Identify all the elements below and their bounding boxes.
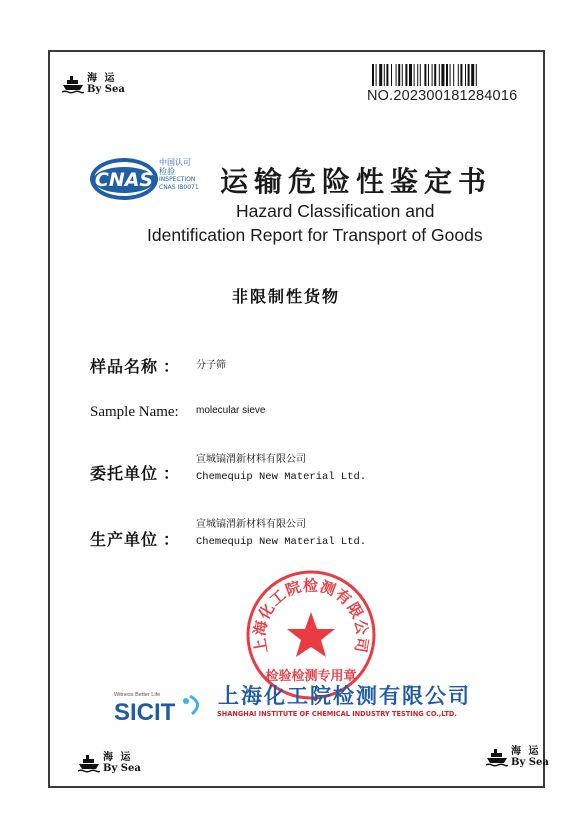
barcode-bar <box>468 64 470 86</box>
barcode-bar <box>414 64 415 86</box>
logo-dot-icon <box>183 698 189 704</box>
manufacturer-label: 生产单位 <box>90 530 159 549</box>
by-sea-cn: 海 运 <box>511 746 541 757</box>
sample-name-en-label: Sample Name: <box>90 404 179 420</box>
seal-outer-text: 上海化工院检测有限公司 <box>250 576 372 655</box>
cnas-line-4: CNAS IB0071 <box>159 183 199 191</box>
barcode-bar <box>465 64 466 86</box>
sicit-logo <box>112 688 208 724</box>
barcode-bar <box>441 64 444 86</box>
by-sea-mark-top <box>62 73 125 95</box>
barcode-bar <box>428 64 429 86</box>
barcode-bar <box>384 64 385 86</box>
by-sea-en: By Sea <box>103 763 141 774</box>
issuer-name-en: SHANGHAI INSTITUTE OF CHEMICAL INDUSTRY TESTING CO.,LTD. <box>217 710 457 718</box>
barcode-bar <box>396 64 397 86</box>
issuer-name-cn: 上海化工院检测有限公司 <box>218 684 471 708</box>
barcode-bar <box>417 64 418 86</box>
barcode-bar <box>402 64 403 86</box>
barcode-bar <box>432 64 433 86</box>
colon: ： <box>163 357 180 376</box>
barcode-bar <box>434 64 436 86</box>
barcode-bar <box>420 64 421 86</box>
cnas-line-2: 检验 <box>159 167 175 176</box>
barcode-bar <box>405 64 407 86</box>
star-icon <box>287 612 335 657</box>
by-sea-mark-bottom-right <box>486 746 549 768</box>
barcode-bar <box>386 64 388 86</box>
colon: ： <box>163 530 180 549</box>
client-name-cn: 宣城镐渭新材料有限公司 <box>196 454 306 465</box>
barcode-bar <box>453 64 454 86</box>
sample-name-cn-label: 样品名称 <box>90 357 159 376</box>
barcode-bar <box>376 64 377 86</box>
by-sea-en: By Sea <box>511 757 549 768</box>
sicit-logo-text: SICIT <box>114 699 176 724</box>
ship-icon <box>62 74 84 94</box>
barcode-bar <box>460 64 462 86</box>
title-en-line-2: Identification Report for Transport of Goods <box>147 225 483 245</box>
by-sea-cn: 海 运 <box>103 752 133 763</box>
barcode-bar <box>471 64 474 86</box>
cnas-caption <box>159 158 199 191</box>
barcode <box>372 64 518 86</box>
client-label: 委托单位 <box>90 464 159 483</box>
by-sea-cn: 海 运 <box>87 73 117 84</box>
sicit-tagline: Witness Better Life <box>114 692 161 698</box>
barcode-bar <box>446 64 448 86</box>
barcode-bar <box>424 64 426 86</box>
cargo-category: 非限制性货物 <box>232 287 341 306</box>
manufacturer-name-en: Chemequip New Material Ltd. <box>196 536 367 548</box>
barcode-bar <box>398 64 400 86</box>
barcode-bar <box>439 64 440 86</box>
colon: ： <box>163 464 180 483</box>
cnas-logo-text: CNAS <box>94 169 154 191</box>
by-sea-mark-bottom-left <box>78 752 141 774</box>
logo-arc-icon <box>190 696 198 714</box>
barcode-bar <box>372 64 374 86</box>
title-cn: 运输危险性鉴定书 <box>220 165 493 198</box>
seal-inner-text: 检验检测专用章 <box>265 669 357 684</box>
report-number: NO.202300181284016 <box>367 88 518 104</box>
sample-name-cn-value: 分子筛 <box>196 360 226 371</box>
title-en-line-1: Hazard Classification and <box>236 201 435 221</box>
barcode-bar <box>409 64 412 86</box>
ship-icon <box>486 747 508 767</box>
barcode-bar <box>476 64 477 86</box>
barcode-bar <box>391 64 392 86</box>
ship-icon <box>78 753 100 773</box>
barcode-bar <box>450 64 451 86</box>
cnas-line-3: INSPECTION <box>159 176 196 183</box>
barcode-bar <box>379 64 382 86</box>
sample-name-en-value: molecular sieve <box>196 405 266 416</box>
client-name-en: Chemequip New Material Ltd. <box>196 471 367 483</box>
cnas-line-1: 中国认可 <box>159 158 191 167</box>
barcode-bar <box>458 64 459 86</box>
manufacturer-name-cn: 宣城镐渭新材料有限公司 <box>196 519 306 530</box>
by-sea-en: By Sea <box>87 84 125 95</box>
